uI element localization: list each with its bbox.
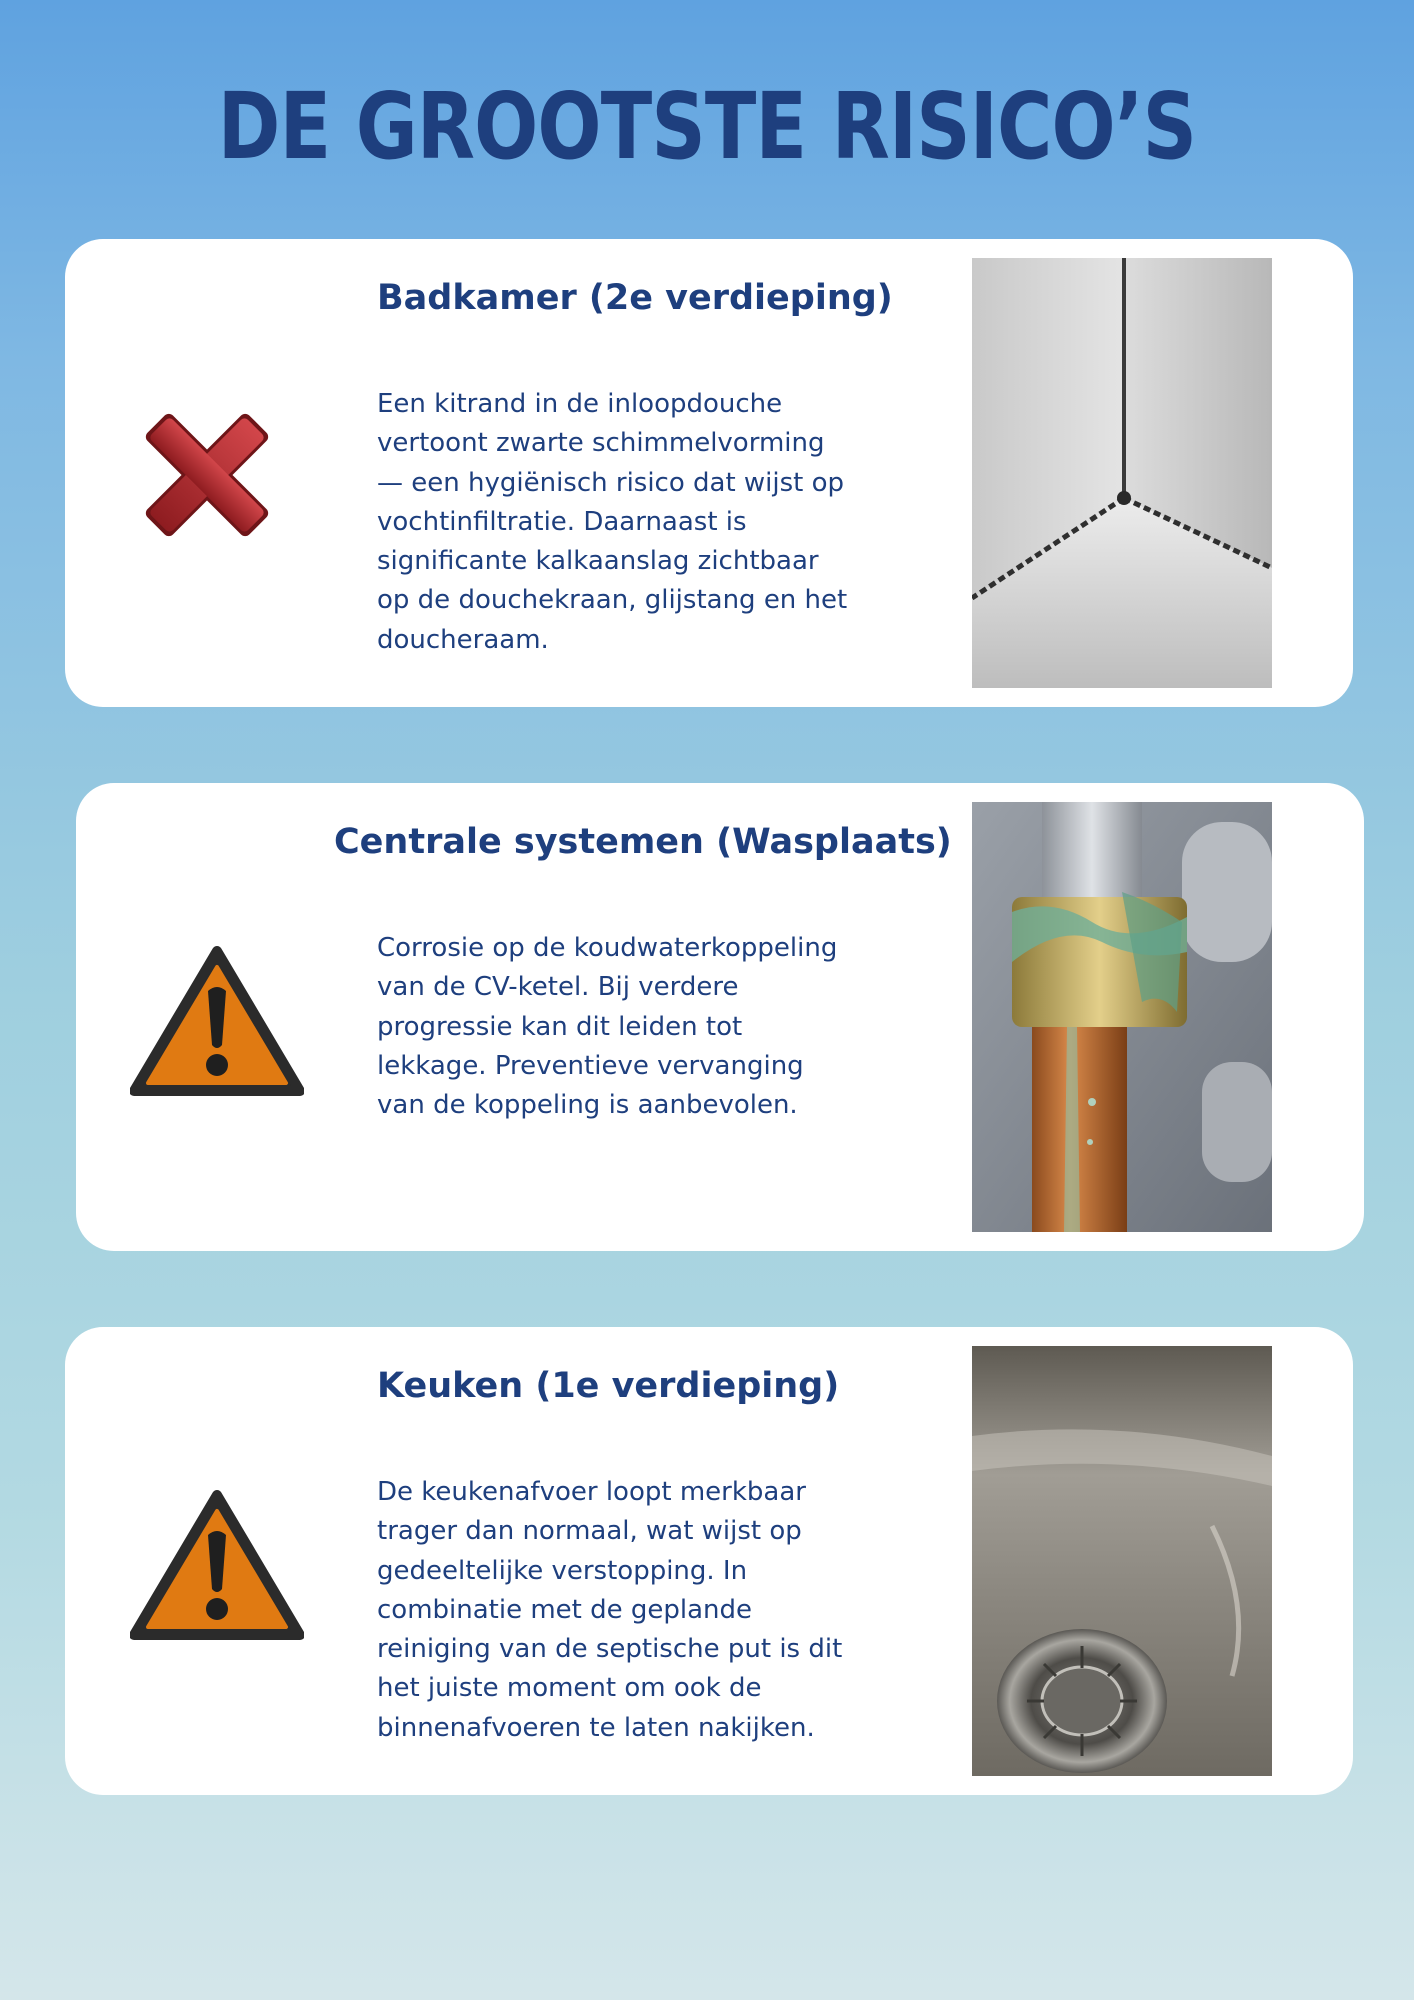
warning-triangle-icon [130,1489,304,1645]
warning-triangle-icon [130,945,304,1101]
risk-description: Een kitrand in de inloopdouche vertoont zwarte schimmelvorming — een hygiënisch risico dat wijst op vochtinfiltratie. Daarnaast is significante kalkaanslag zichtbaar op de douchekraan, glijstang en het doucheraam. [377,389,848,655]
page-title: DE GROOTSTE RISICO’S [217,73,1197,180]
risk-card-central-systems [76,783,1364,1251]
corroded-pipe-coupling-photo [972,802,1272,1232]
moldy-shower-corner-photo [972,258,1272,688]
risk-card-bathroom [65,239,1353,707]
kitchen-sink-drain-photo [972,1346,1272,1776]
risk-title: Centrale systemen (Wasplaats) [334,822,952,862]
red-cross-icon [133,401,281,549]
risk-description: De keukenafvoer loopt merkbaar trager dan normaal, wat wijst op gedeeltelijke verstopping. In combinatie met de geplande reiniging van de septische put is dit het juiste moment om ook de binnenafvoeren te laten nakijken. [377,1477,843,1743]
risk-card-kitchen [65,1327,1353,1795]
risk-description: Corrosie op de koudwaterkoppeling van de CV-ketel. Bij verdere progressie kan dit leiden tot lekkage. Preventieve vervanging van de koppeling is aanbevolen. [377,933,838,1121]
risk-title: Keuken (1e verdieping) [377,1366,840,1406]
risk-title: Badkamer (2e verdieping) [377,278,893,318]
